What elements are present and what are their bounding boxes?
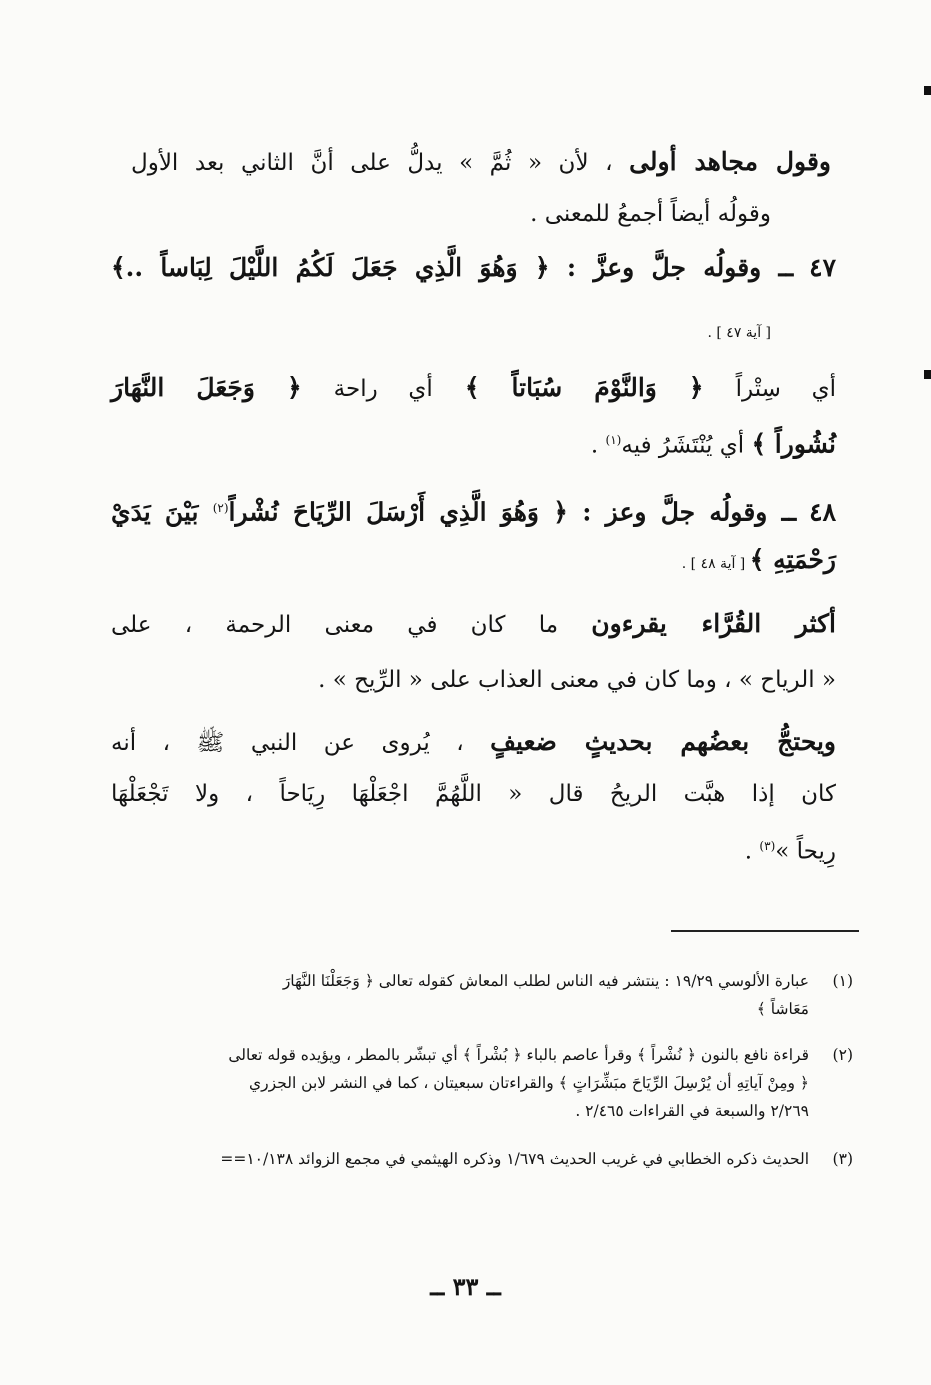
footnote-number: (٣) xyxy=(832,1150,853,1168)
body-line: أكثر القُرَّاء يقرءون ما كان في معنى الرحمة ، على xyxy=(111,609,836,638)
page-number: ــ ٣٣ ــ xyxy=(430,1272,501,1301)
footnote-ref[interactable]: (٣) xyxy=(759,839,776,853)
body-line: « الرياح » ، وما كان في معنى العذاب على « الرِّيح » . xyxy=(318,667,836,693)
footnote-line: ٢/٢٦٩ والسبعة في القراءات ٢/٤٦٥ . xyxy=(575,1102,809,1120)
footnote-line: مَعَاشاً ﴾ xyxy=(756,1000,809,1018)
footnote-ref[interactable]: (٢) xyxy=(212,501,229,515)
verse-number: ٤٧ xyxy=(809,253,836,282)
quran-quote: بَيْنَ يَدَيْ xyxy=(111,497,213,527)
verse-reference: [ آية ٤٨ ] . xyxy=(681,556,750,572)
body-line: وقول مجاهد أولى ، لأن « ثُمَّ » يدلُّ على أنَّ الثاني بعد الأول xyxy=(131,147,831,176)
scan-edge-mark xyxy=(924,370,931,379)
footnote-number: (٢) xyxy=(832,1046,853,1064)
quran-quote: ﴿ وَهُوَ الَّذِي أَرْسَلَ الرِّيَاحَ نُشْراً xyxy=(228,497,583,527)
footnote-ref[interactable]: (١) xyxy=(605,433,622,447)
quran-quote: ﴿ وَهُوَ الَّذِي جَعَلَ لَكُمُ اللَّيْلَ لِبَاساً ..﴾ xyxy=(111,253,567,282)
footnote-line: عبارة الألوسي ١٩/٢٩ : ينتشر فيه الناس لطلب المعاش كقوله تعالى ﴿ وَجَعَلْنَا النَّهَارَ xyxy=(282,972,809,990)
scan-edge-mark xyxy=(924,86,931,95)
verse-47-heading: ٤٧ ــ وقولُه جلَّ وعزَّ : ﴿ وَهُوَ الَّذِي جَعَلَ لَكُمُ اللَّيْلَ لِبَاساً ..﴾ xyxy=(111,253,836,282)
quran-quote: ﴿ وَجَعَلَ النَّهَارَ xyxy=(111,373,334,402)
body-line: أي سِتْراً ﴿ وَالنَّوْمَ سُبَاتاً ﴾ أي راحة ﴿ وَجَعَلَ النَّهَارَ xyxy=(111,373,836,402)
quran-quote: ﴿ وَالنَّوْمَ سُبَاتاً ﴾ xyxy=(432,373,736,402)
body-line: رِيحاً »$^{(٣)}$ . xyxy=(744,838,836,865)
quran-quote: نُشُوراً ﴾ xyxy=(751,429,836,459)
body-line: نُشُوراً ﴾ أي يُنْتَشَرُ فيه$^{(١)}$ . xyxy=(590,429,836,459)
body-line: كان إذا هبَّت الريحُ قال « اللَّهُمَّ اجْعَلْهَا رِيَاحاً ، ولا تَجْعَلْهَا xyxy=(111,781,836,807)
quran-quote: رَحْمَتِهِ ﴾ xyxy=(749,545,836,574)
verse-number: ٤٨ xyxy=(809,497,836,527)
footnote-separator xyxy=(671,930,859,932)
footnote-line: الحديث ذكره الخطابي في غريب الحديث ١/٦٧٩ وذكره الهيثمي في مجمع الزوائد ١٠/١٣٨== xyxy=(220,1150,809,1168)
body-line xyxy=(682,542,836,582)
body-line: ويحتجُّ بعضُهم بحديثٍ ضعيفٍ ، يُروى عن النبي ﷺ ، أنه xyxy=(111,727,836,756)
verse-reference: [ آية ٤٧ ] . xyxy=(707,325,771,341)
footnote-line: قراءة نافع بالنون ﴿ نُشْراً ﴾ وقرأ عاصم بالباء ﴿ بُشْراً ﴾ أي تبشّر بالمطر ، ويؤيده قوله تعالى xyxy=(228,1046,809,1064)
verse-48-heading: ٤٨ ــ وقولُه جلَّ وعز : ﴿ وَهُوَ الَّذِي أَرْسَلَ الرِّيَاحَ نُشْراً$^{(٢)}$ بَيْنَ يَدَيْ xyxy=(111,497,836,527)
body-line: وقولُه أيضاً أجمعُ للمعنى . xyxy=(530,201,771,227)
footnote-number: (١) xyxy=(832,972,853,990)
footnote-line: ﴿ ومِنْ آياتِهِ أن يُرْسِلَ الرِّيَاحَ مبَشِّرَاتٍ ﴾ والقراءتان سبعيتان ، كما في النشر لابن الجزري xyxy=(249,1074,809,1092)
